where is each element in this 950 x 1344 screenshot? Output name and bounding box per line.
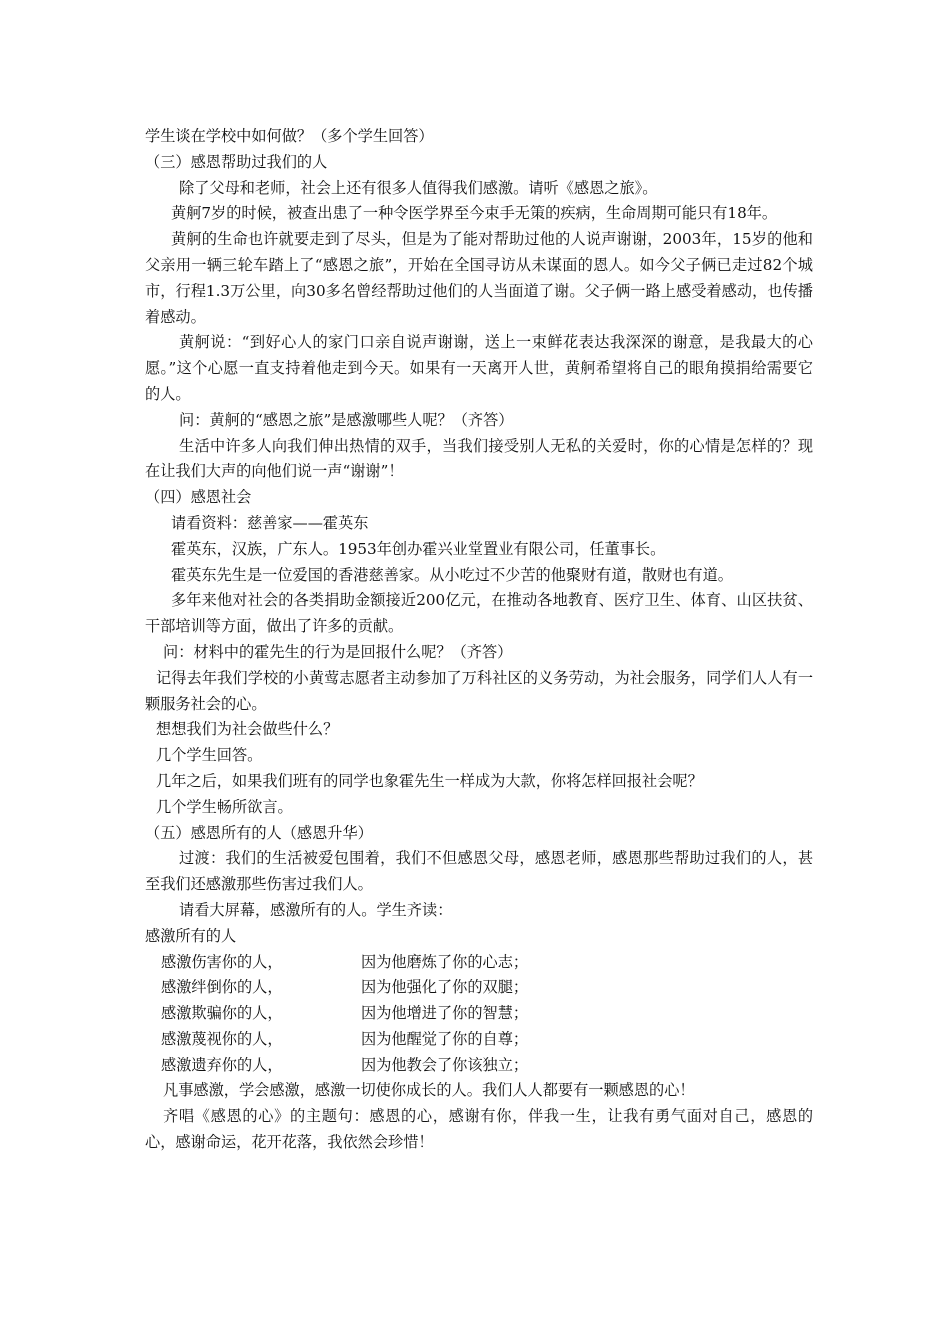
paragraph: 学生谈在学校中如何做？（多个学生回答） [145, 127, 434, 145]
closing-paragraphs [145, 1078, 813, 1155]
poem-line [145, 1053, 813, 1079]
poem-line-right: 因为他强化了你的双腿； [361, 978, 529, 997]
paragraph: 请看资料：慈善家——霍英东 [171, 513, 369, 532]
poem-line [145, 1027, 813, 1053]
paragraph: 多年来他对社会的各类捐助金额接近200亿元，在推动各地教育、医疗卫生、体育、山区扶贫、干部培训等方面，做出了许多的贡献。 [145, 591, 813, 636]
poem-line-right: 因为他醒觉了你的自尊； [361, 1029, 529, 1048]
paragraph: 生活中许多人向我们伸出热情的双手，当我们接受别人无私的关爱时，你的心情是怎样的？现在让我们大声的向他们说一声“谢谢”！ [145, 436, 813, 481]
paragraph: 记得去年我们学校的小黄莺志愿者主动参加了万科社区的义务劳动，为社会服务，同学们人人有一颗服务社会的心。 [145, 668, 813, 713]
poem-line-left: 感激蔑视你的人， [161, 1029, 283, 1048]
poem-line-left: 感激欺骗你的人， [161, 1004, 283, 1023]
paragraph: 问：黄舸的“感恩之旅”是感激哪些人呢？（齐答） [179, 410, 514, 429]
poem-line-left: 感激遗弃你的人， [161, 1055, 283, 1074]
paragraph: 黄舸7岁的时候，被查出患了一种令医学界至今束手无策的疾病，生命周期可能只有18年。 [171, 204, 778, 223]
paragraph: 几个学生畅所欲言。 [156, 797, 293, 816]
poem-line [145, 975, 813, 1001]
paragraph: 几年之后，如果我们班有的同学也象霍先生一样成为大款，你将怎样回报社会呢？ [156, 771, 703, 790]
paragraph: 除了父母和老师，社会上还有很多人值得我们感激。请听《感恩之旅》。 [179, 178, 658, 197]
poem-line [145, 1001, 813, 1027]
poem-line-right: 因为他增进了你的智慧； [361, 1004, 529, 1023]
paragraph: （四）感恩社会 [145, 488, 252, 507]
poem-line-left: 感激伤害你的人， [161, 952, 283, 971]
document-body [145, 124, 813, 1156]
poem-lines [145, 950, 813, 1079]
paragraph: 黄舸的生命也许就要走到了尽头，但是为了能对帮助过他的人说声谢谢，2003年，15岁的他和父亲用一辆三轮车踏上了“感恩之旅”，开始在全国寻访从未谋面的恩人。如今父子俩已走过82个城市，行程1.3万公里，向30多名曾经帮助过他们的人当面道了谢。父子俩一路上感受着感动，也传播着感动。 [145, 230, 813, 326]
paragraph: 请看大屏幕，感激所有的人。学生齐读： [179, 900, 453, 919]
poem-line [145, 950, 813, 976]
paragraph: 黄舸说：“到好心人的家门口亲自说声谢谢，送上一束鲜花表达我深深的谢意，是我最大的心愿。”这个心愿一直支持着他走到今天。如果有一天离开人世，黄舸希望将自己的眼角摸捐给需要它的人。 [145, 333, 813, 403]
closing-paragraph: 凡事感激，学会感激，感激一切使你成长的人。我们人人都要有一颗感恩的心！ [163, 1081, 695, 1100]
poem-line-right: 因为他磨炼了你的心志； [361, 952, 529, 971]
poem-line-left: 感激绊倒你的人， [161, 978, 283, 997]
paragraph: 过渡：我们的生活被爱包围着，我们不但感恩父母，感恩老师，感恩那些帮助过我们的人，甚至我们还感激那些伤害过我们人。 [145, 849, 813, 894]
paragraph: 霍英东先生是一位爱国的香港慈善家。从小吃过不少苦的他聚财有道，散财也有道。 [171, 565, 733, 584]
closing-paragraph: 齐唱《感恩的心》的主题句：感恩的心，感谢有你，伴我一生，让我有勇气面对自己，感恩的心，感谢命运，花开花落，我依然会珍惜！ [145, 1107, 813, 1152]
poem-line-right: 因为他教会了你该独立； [361, 1055, 529, 1074]
paragraph-list [145, 124, 813, 924]
poem-title: 感激所有的人 [145, 926, 237, 945]
paragraph: 霍英东，汉族，广东人。1953年创办霍兴业堂置业有限公司，任董事长。 [171, 539, 666, 558]
paragraph: 几个学生回答。 [156, 746, 263, 765]
paragraph: 想想我们为社会做些什么？ [156, 720, 339, 739]
paragraph: （五）感恩所有的人（感恩升华） [145, 823, 373, 842]
paragraph: 问：材料中的霍先生的行为是回报什么呢？（齐答） [163, 642, 513, 661]
paragraph: （三）感恩帮助过我们的人 [145, 152, 328, 171]
